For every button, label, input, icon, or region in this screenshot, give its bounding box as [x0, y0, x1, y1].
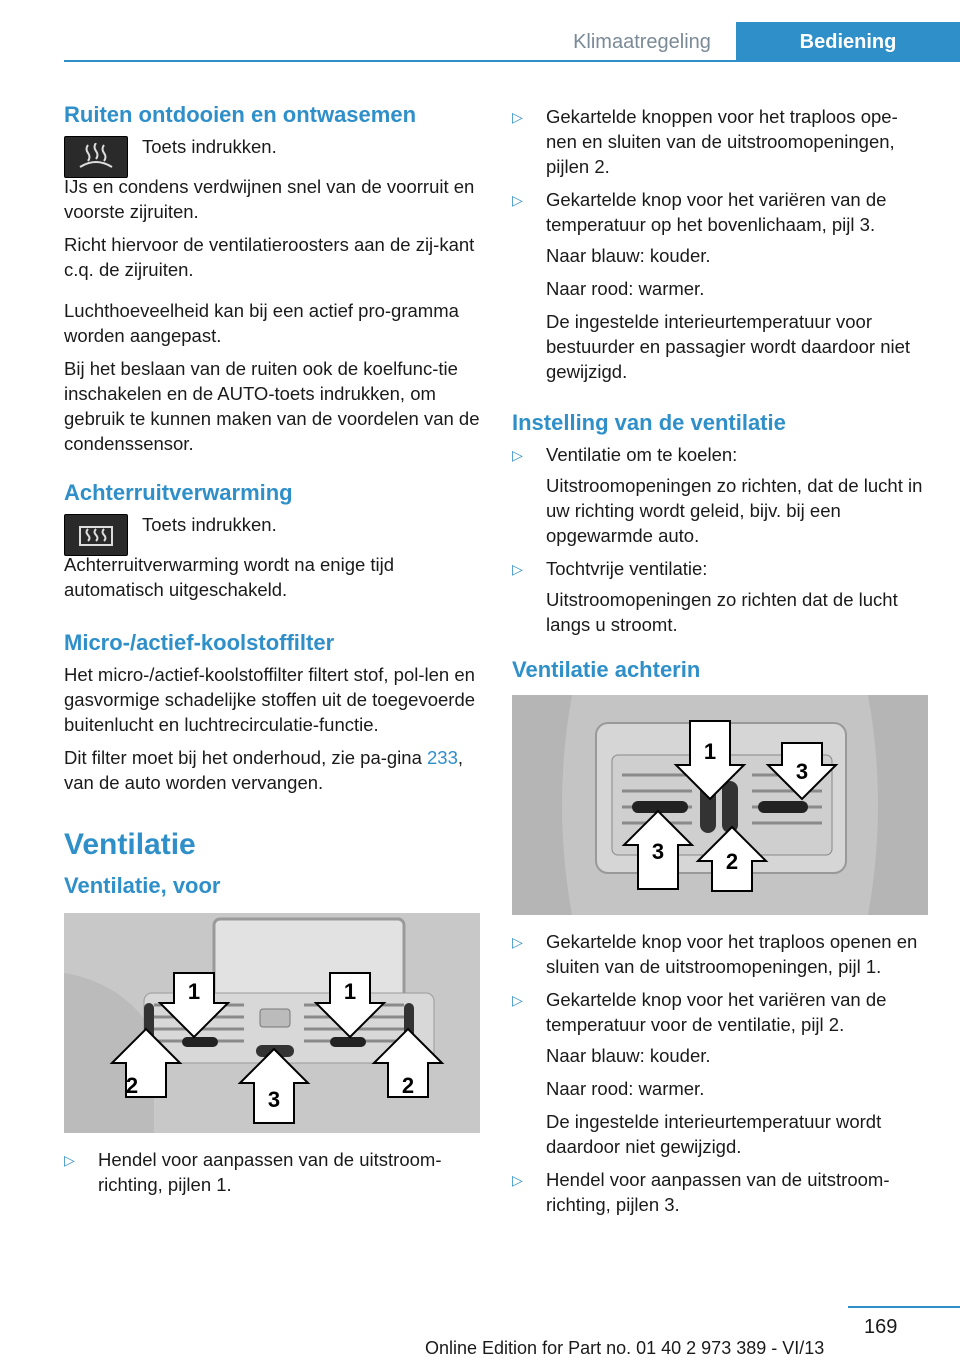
front-arrow-label: 3: [267, 1087, 281, 1112]
rear-arrow-label: 3: [795, 759, 809, 784]
rear-arrow-label: 3: [651, 839, 665, 864]
sub-text: Naar rood: warmer.: [546, 278, 705, 299]
triangle-bullet-icon: ▷: [512, 934, 523, 950]
rear-window-heating-icon: [64, 514, 128, 556]
rear-heating-text: Achterruitverwarming wordt na enige tijd automatisch uitgeschakeld.: [64, 554, 395, 600]
edition-line: Online Edition for Part no. 01 40 2 973 389 - VI/13: [425, 1338, 825, 1358]
defrost-text-4: Bij het beslaan van de ruiten ook de koelfunc‐tie inschakelen en de AUTO-toets indrukken, om gebruik te kunnen maken van de voordelen van de condenssensor.: [64, 358, 480, 454]
front-ventilation-list: [64, 1147, 480, 1197]
list-item: ▷ Hendel voor aanpassen van de uitstroom‐richting, pijlen 1.: [64, 1149, 442, 1195]
chapter-title-ventilation: Ventilatie: [64, 828, 196, 861]
rear-ventilation-list: [512, 929, 928, 1217]
triangle-bullet-icon: ▷: [512, 1172, 523, 1188]
list-item: ▷ Gekartelde knop voor het traploos openen en sluiten van de uitstroomopeningen, pijl 1.: [512, 931, 918, 977]
rear-ventilation-illustration: [512, 695, 928, 915]
triangle-bullet-icon: ▷: [512, 192, 523, 208]
section-title-ventilation-setting: Instelling van de ventilatie: [512, 410, 786, 435]
section-title-front-ventilation: Ventilatie, voor: [64, 873, 221, 898]
footer-rule: [848, 1306, 960, 1308]
front-arrow-label: 1: [187, 979, 201, 1004]
filter-text-1: Het micro-/actief-koolstoffilter filtert stof, pol‐len en gasvormige schadelijke stoffen uit de toegevoerde buitenlucht en luchtrecirculatie‐functie.: [64, 664, 476, 735]
section-title-rear-heating: Achterruitverwarming: [64, 480, 293, 505]
list-item: ▷ Gekartelde knop voor het variëren van de temperatuur voor de ventilatie, pijl 2. Naar blauw: kouder. Naar rood: warmer. De ingestelde interieurtemperatuur wordt daardoor niet gewijzigd.: [512, 987, 928, 1159]
front-arrow-label: 1: [343, 979, 357, 1004]
sub-text: De ingestelde interieurtemperatuur wordt daardoor niet gewijzigd.: [546, 1111, 882, 1157]
defrost-block: [64, 134, 480, 178]
rear-arrow-label: 2: [725, 849, 739, 874]
section-title-rear-ventilation: Ventilatie achterin: [512, 657, 701, 682]
sub-text: Uitstroomopeningen zo richten, dat de lucht in uw richting wordt geleid, bijv. bij een opgewarmde auto.: [546, 475, 923, 546]
rear-heating-block: [64, 512, 480, 556]
rear-heating-step: Toets indrukken.: [142, 514, 277, 535]
list-item: ▷ Hendel voor aanpassen van de uitstroom‐richting, pijlen 3.: [512, 1169, 890, 1215]
sub-text: Uitstroomopeningen zo richten dat de lucht langs u stroomt.: [546, 589, 898, 635]
list-item: ▷ Gekartelde knoppen voor het traploos ope‐nen en sluiten van de uitstroomopeningen, pijlen 2.: [512, 106, 898, 177]
list-item: ▷ Tochtvrije ventilatie: Uitstroomopeningen zo richten dat de lucht langs u stroomt.: [512, 556, 928, 637]
triangle-bullet-icon: ▷: [64, 1152, 75, 1168]
page-link-233[interactable]: 233: [427, 747, 458, 768]
windshield-defrost-icon: [64, 136, 128, 178]
sub-text: Naar blauw: kouder.: [546, 1045, 711, 1066]
header-chapter-tab: Bediening: [736, 22, 960, 62]
triangle-bullet-icon: ▷: [512, 561, 523, 577]
filter-text-2: Dit filter moet bij het onderhoud, zie pa‐gina 233, van de auto worden vervangen.: [64, 747, 464, 793]
front-arrow-label: 2: [125, 1073, 139, 1098]
triangle-bullet-icon: ▷: [512, 992, 523, 1008]
triangle-bullet-icon: ▷: [512, 109, 523, 125]
header-section-tab: Klimaatregeling: [573, 30, 711, 53]
front-arrow-label: 2: [401, 1073, 415, 1098]
list-item: ▷ Ventilatie om te koelen: Uitstroomopeningen zo richten, dat de lucht in uw richting wordt geleid, bijv. bij een opgewarmde auto.: [512, 442, 928, 548]
defrost-text-1: IJs en condens verdwijnen snel van de voorruit en voorste zijruiten.: [64, 176, 475, 222]
sub-text: Naar rood: warmer.: [546, 1078, 705, 1099]
left-column: [64, 100, 480, 1205]
front-ventilation-illustration: [64, 913, 480, 1133]
defrost-text-2: Richt hiervoor de ventilatieroosters aan de zij‐kant c.q. de zijruiten.: [64, 234, 475, 280]
front-knob-list: [512, 104, 928, 384]
sub-text: Naar blauw: kouder.: [546, 245, 711, 266]
section-title-filter: Micro-/actief-koolstoffilter: [64, 630, 335, 655]
list-item: ▷ Gekartelde knop voor het variëren van de temperatuur op het bovenlichaam, pijl 3. Naar blauw: kouder. Naar rood: warmer. De ingestelde interieurtemperatuur voor bestuurder en passagier wordt daardoor niet gewijzigd.: [512, 187, 928, 384]
section-title-defrost: Ruiten ontdooien en ontwasemen: [64, 102, 417, 127]
defrost-text-3: Luchthoeveelheid kan bij een actief pro‐gramma worden aangepast.: [64, 300, 459, 346]
rear-arrow-label: 1: [703, 739, 717, 764]
sub-text: De ingestelde interieurtemperatuur voor bestuurder en passagier wordt daardoor niet gewijzigd.: [546, 311, 911, 382]
ventilation-setting-list: [512, 442, 928, 637]
header-rule: [64, 60, 960, 62]
right-column: [512, 104, 928, 1225]
page-number: 169: [864, 1316, 898, 1338]
defrost-step: Toets indrukken.: [142, 136, 277, 157]
triangle-bullet-icon: ▷: [512, 447, 523, 463]
